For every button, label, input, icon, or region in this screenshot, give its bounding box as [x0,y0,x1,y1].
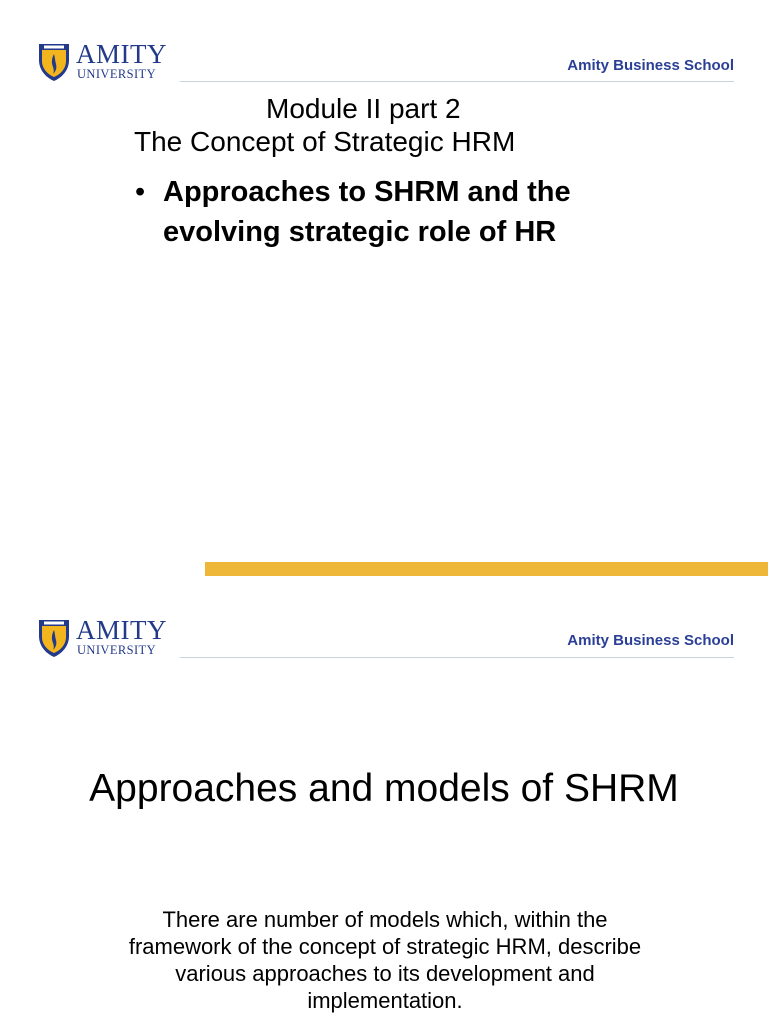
school-name: Amity Business School [567,632,734,649]
slide-body-text: There are number of models which, within the framework of the concept of strategic HRM, describe various approaches to its development and implementation. [128,907,642,1013]
title-line-2: The Concept of Strategic HRM [134,126,516,157]
header-divider [180,81,734,82]
amity-crest-icon [36,616,72,658]
footer-accent-bar [205,562,768,576]
brand-name: AMITY [76,615,167,645]
brand-name: AMITY [76,39,167,69]
amity-crest-icon [36,40,72,82]
slide-title: Approaches and models of SHRM [89,767,679,810]
slide-title [134,92,654,158]
school-name: Amity Business School [567,57,734,74]
header-divider [180,657,734,658]
bullet-text: Approaches to SHRM and the evolving strategic role of HR [163,176,571,248]
brand-subtitle: UNIVERSITY [77,67,156,81]
amity-university-logo [36,616,176,660]
amity-university-logo [36,40,176,84]
bullet-dot: • [135,176,146,208]
title-line-1: Module II part 2 [266,93,461,124]
slide-2 [0,576,768,1024]
brand-subtitle: UNIVERSITY [77,643,156,657]
bullet-item [135,172,695,252]
